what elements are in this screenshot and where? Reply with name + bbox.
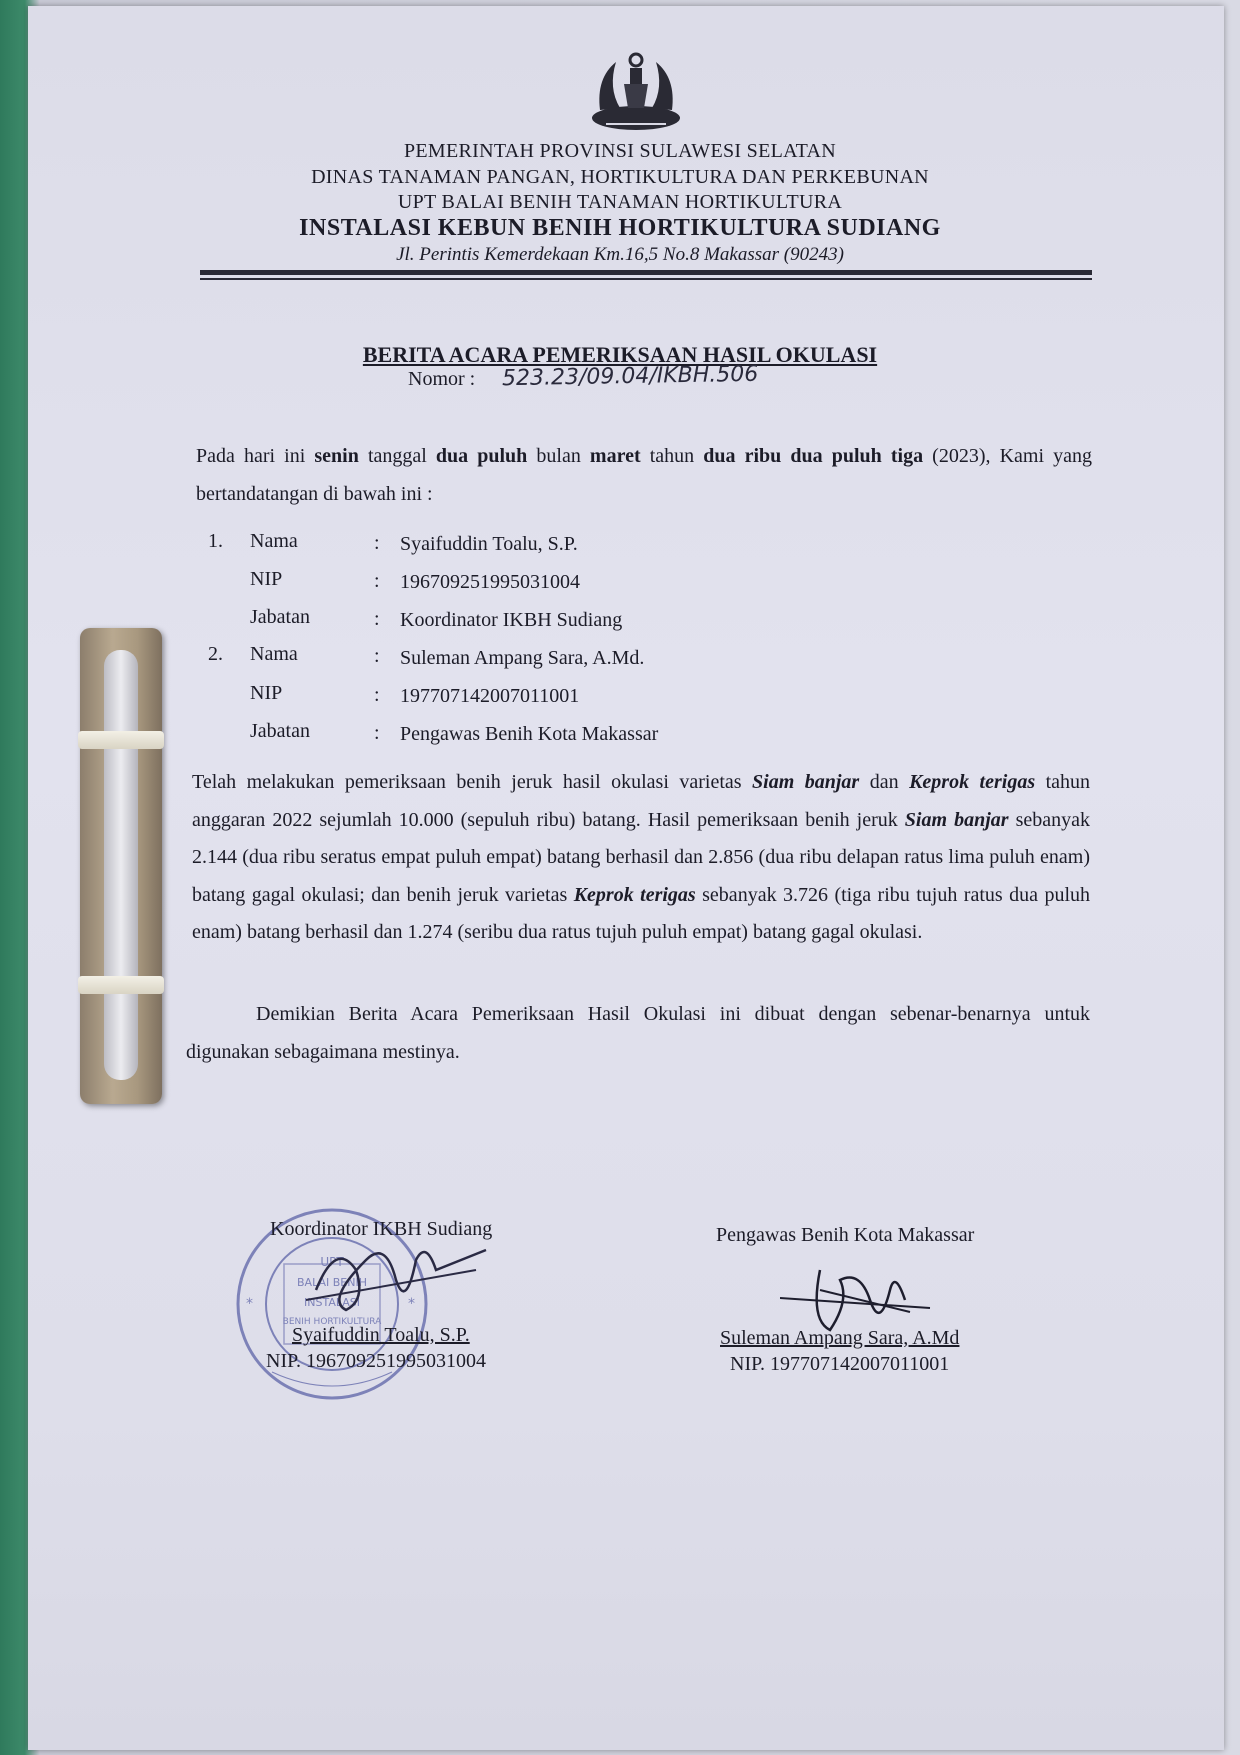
official-2-position-label: Jabatan	[250, 720, 310, 742]
letterhead-installation: INSTALASI KEBUN BENIH HORTIKULTURA SUDIANG	[299, 215, 941, 241]
svg-text:INSTALASI: INSTALASI	[304, 1296, 360, 1309]
official-1-nip-label: NIP	[250, 568, 283, 590]
official-2-name: Suleman Ampang Sara, A.Md.	[400, 647, 645, 669]
document-title: BERITA ACARA PEMERIKSAAN HASIL OKULASI	[362, 342, 878, 367]
nomor-handwritten-value: 523.23/09.04/IKBH.506	[501, 361, 759, 392]
letterhead-agency: DINAS TANAMAN PANGAN, HORTIKULTURA DAN PERKEBUNAN	[311, 166, 929, 188]
official-2-nip-colon: :	[374, 684, 380, 706]
nomor-label: Nomor :	[408, 368, 476, 390]
official-2-name-label: Nama	[250, 643, 298, 665]
folder-clip-strip	[104, 650, 138, 1080]
folder-clip-band-bottom	[78, 976, 164, 994]
letterhead-address: Jl. Perintis Kemerdekaan Km.16,5 No.8 Makassar (90243)	[396, 244, 844, 265]
official-2-position-colon: :	[374, 722, 380, 744]
svg-text:BALAI BENIH: BALAI BENIH	[297, 1276, 367, 1289]
svg-text:BENIH HORTIKULTURA: BENIH HORTIKULTURA	[282, 1317, 382, 1327]
svg-text:UPT: UPT	[320, 1255, 344, 1269]
official-1-position: Koordinator IKBH Sudiang	[400, 609, 623, 631]
signature-right-title: Pengawas Benih Kota Makassar	[716, 1224, 975, 1246]
official-1-nip-colon: :	[374, 570, 380, 592]
signature-left-name: Syaifuddin Toalu, S.P.	[292, 1324, 470, 1346]
signature-left	[296, 1230, 496, 1330]
official-2-name-colon: :	[374, 645, 380, 667]
official-1-name-colon: :	[374, 532, 380, 554]
official-2-nip-label: NIP	[250, 682, 283, 704]
official-1-name: Syaifuddin Toalu, S.P.	[400, 533, 578, 555]
official-2-nip: 197707142007011001	[400, 685, 580, 707]
opening-paragraph: Pada hari ini senin tanggal dua puluh bulan maret tahun dua ribu dua puluh tiga (2023), Kami yang bertandatangan di bawah ini :	[196, 445, 1092, 505]
official-1-number: 1.	[208, 530, 223, 552]
official-1-name-label: Nama	[250, 530, 298, 552]
findings-paragraph: Telah melakukan pemeriksaan benih jeruk hasil okulasi varietas Siam banjar dan Keprok terigas tahun anggaran 2022 sejumlah 10.000 (sepuluh ribu) batang. Hasil pemeriksaan benih jeruk Siam banjar sebanyak 2.144 (dua ribu seratus empat puluh empat) batang berhasil dan 2.856 (dua ribu delapan ratus lima puluh enam) batang gagal okulasi; dan benih jeruk varietas Keprok terigas sebanyak 3.726 (tiga ribu tujuh ratus dua puluh enam) batang berhasil dan 1.274 (seribu dua ratus tujuh puluh empat) batang gagal okulasi.	[192, 771, 1091, 943]
folder-clip-band-top	[78, 731, 164, 749]
official-1-position-label: Jabatan	[250, 606, 310, 628]
official-2-position: Pengawas Benih Kota Makassar	[400, 723, 659, 745]
official-1-position-colon: :	[374, 608, 380, 630]
official-1-nip: 196709251995031004	[400, 571, 580, 593]
signature-right-name: Suleman Ampang Sara, A.Md	[720, 1327, 960, 1349]
official-2-number: 2.	[208, 643, 223, 665]
letterhead-government: PEMERINTAH PROVINSI SULAWESI SELATAN	[403, 140, 837, 162]
letterhead-unit: UPT BALAI BENIH TANAMAN HORTIKULTURA	[397, 191, 843, 213]
closing-paragraph: Demikian Berita Acara Pemeriksaan Hasil Okulasi ini dibuat dengan sebenar-benarnya untuk digunakan sebagaimana mestinya.	[186, 1003, 1090, 1063]
signature-right-nip: NIP. 197707142007011001	[730, 1353, 950, 1375]
signature-left-title: Koordinator IKBH Sudiang	[270, 1218, 493, 1240]
signature-left-nip: NIP. 196709251995031004	[266, 1350, 487, 1372]
svg-text:*: *	[246, 1296, 253, 1312]
svg-text:*: *	[408, 1296, 415, 1312]
